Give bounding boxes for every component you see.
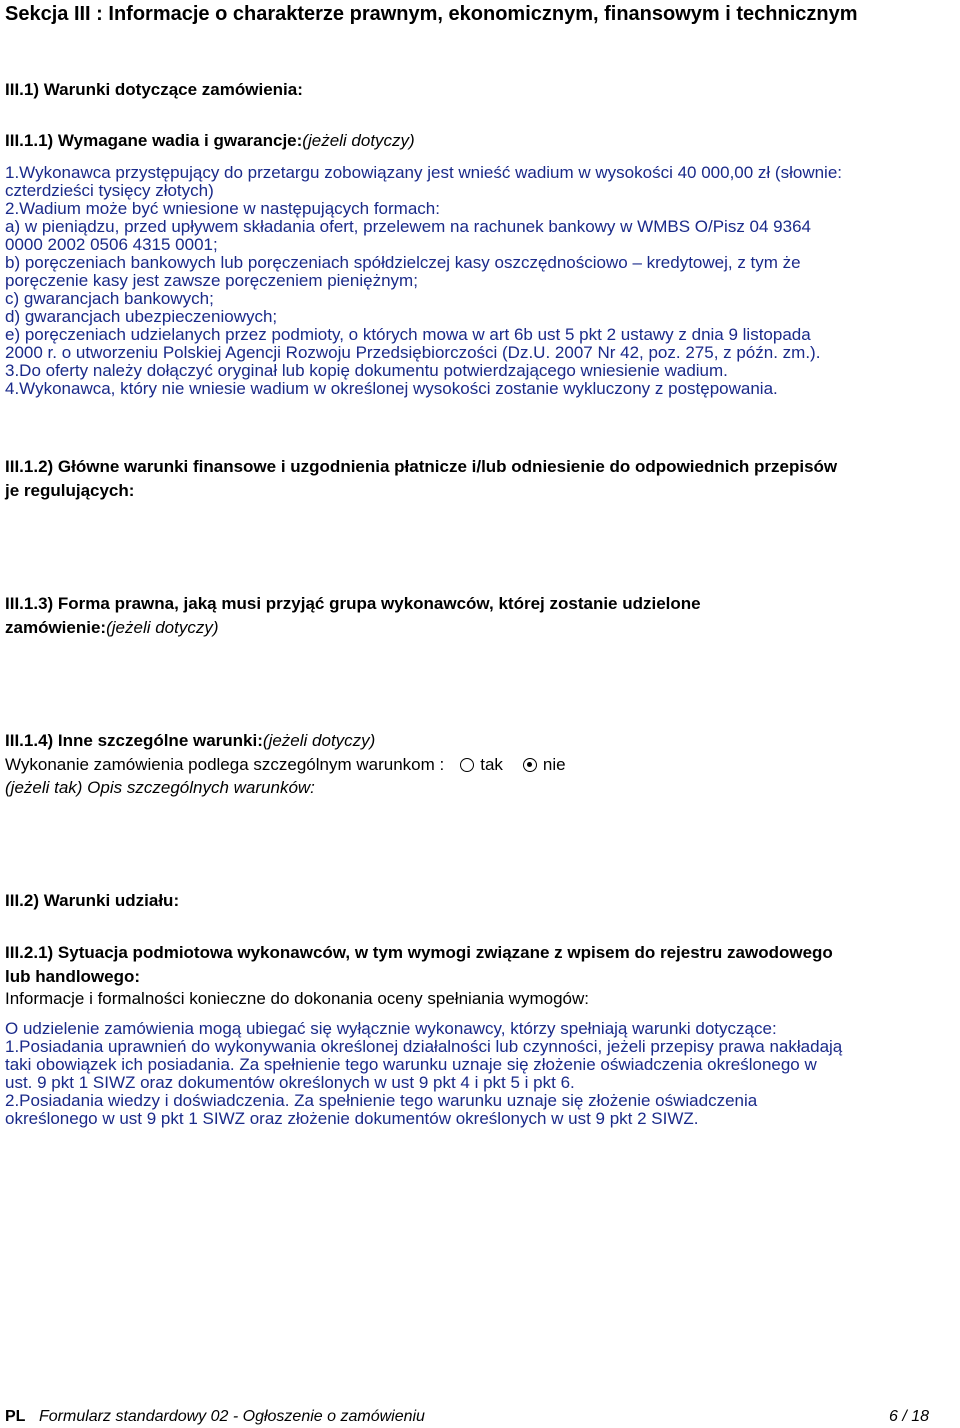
wadium-line: d) gwarancjach ubezpieczeniowych;	[5, 307, 278, 326]
radio-nie[interactable]	[523, 758, 537, 772]
heading-iii2: III.2) Warunki udziału:	[5, 891, 180, 910]
radio-tak[interactable]	[460, 758, 474, 772]
wadium-line: e) poręczeniach udzielanych przez podmioty, o których mowa w art 6b ust 5 pkt 2 ustawy z dnia 9 listopada	[5, 325, 811, 344]
footer-form-name: Formularz standardowy 02 - Ogłoszenie o zamówieniu	[39, 1408, 425, 1425]
radio-tak-label: tak	[480, 755, 503, 774]
wadium-line: czterdzieści tysięcy złotych)	[5, 181, 214, 200]
page-footer	[5, 1407, 929, 1427]
iii21-line: ust. 9 pkt 1 SIWZ oraz dokumentów określonych w ust 9 pkt 4 i pkt 5 i pkt 6.	[5, 1073, 575, 1092]
iii21-info: Informacje i formalności konieczne do dokonania oceny spełniania wymogów:	[5, 989, 589, 1008]
heading-iii21-line: lub handlowego:	[5, 967, 141, 986]
heading-iii1: III.1) Warunki dotyczące zamówienia:	[5, 80, 303, 99]
footer-page-number: 6 / 18	[888, 1408, 929, 1425]
heading-iii11-label: III.1.1) Wymagane wadia i gwarancje:	[5, 131, 303, 150]
wadium-line: 0000 2002 0506 4315 0001;	[5, 235, 218, 254]
heading-iii12-line: je regulujących:	[5, 481, 135, 500]
special-conditions-question: Wykonanie zamówienia podlega szczególnym warunkom :	[5, 755, 445, 774]
radio-nie-label: nie	[542, 755, 566, 774]
wadium-line: 2.Wadium może być wniesione w następujących formach:	[5, 199, 440, 218]
wadium-line: 4.Wykonawca, który nie wniesie wadium w określonej wysokości zostanie wykluczony z postępowania.	[5, 379, 778, 398]
heading-iii14	[5, 729, 952, 753]
heading-iii13	[5, 592, 952, 640]
heading-iii14-note: (jeżeli dotyczy)	[262, 731, 376, 750]
special-conditions-description-label: (jeżeli tak) Opis szczególnych warunków:	[5, 778, 315, 797]
wadium-line: b) poręczeniach bankowych lub poręczeniach spółdzielczej kasy oszczędnościowo – kredytowej, z tym że	[5, 253, 801, 272]
heading-iii21	[5, 941, 952, 989]
iii21-line: określonego w ust 9 pkt 1 SIWZ oraz złożenie dokumentów określonych w ust 9 pkt 2 SIWZ.	[5, 1109, 699, 1128]
special-conditions-row	[5, 754, 952, 776]
iii21-line: 1.Posiadania uprawnień do wykonywania określonej działalności lub czynności, jeżeli przepisy prawa nakładają	[5, 1037, 843, 1056]
wadium-line: a) w pieniądzu, przed upływem składania ofert, przelewem na rachunek bankowy w WMBS O/Pisz 04 9364	[5, 217, 811, 236]
wadium-line: 1.Wykonawca przystępujący do przetargu zobowiązany jest wnieść wadium w wysokości 40 000,00 zł (słownie:	[5, 163, 843, 182]
heading-iii11-note: (jeżeli dotyczy)	[302, 131, 415, 150]
heading-iii21-line: III.2.1) Sytuacja podmiotowa wykonawców, w tym wymogi związane z wpisem do rejestru zawodowego	[5, 943, 833, 962]
iii21-text	[5, 1020, 952, 1128]
footer-lang: PL	[5, 1408, 26, 1425]
wadium-line: c) gwarancjach bankowych;	[5, 289, 214, 308]
heading-iii13-note: (jeżeli dotyczy)	[106, 618, 219, 637]
section-title: Sekcja III : Informacje o charakterze prawnym, ekonomicznym, finansowym i technicznym	[5, 3, 858, 25]
heading-iii12-line: III.1.2) Główne warunki finansowe i uzgodnienia płatnicze i/lub odniesienie do odpowiednich przepisów	[5, 457, 838, 476]
heading-iii11	[5, 129, 952, 153]
wadium-line: 3.Do oferty należy dołączyć oryginał lub kopię dokumentu potwierdzającego wniesienie wadium.	[5, 361, 728, 380]
heading-iii12	[5, 455, 952, 503]
wadium-line: poręczenie kasy jest zawsze poręczeniem pieniężnym;	[5, 271, 418, 290]
heading-iii13-line: zamówienie:	[5, 618, 107, 637]
wadium-line: 2000 r. o utworzeniu Polskiej Agencji Rozwoju Przedsiębiorczości (Dz.U. 2007 Nr 42, poz. 275, z późn. zm.).	[5, 343, 821, 362]
iii21-line: taki obowiązek ich posiadania. Za spełnienie tego warunku uznaje się złożenie oświadczenia określonego w	[5, 1055, 817, 1074]
iii21-line: O udzielenie zamówienia mogą ubiegać się wyłącznie wykonawcy, którzy spełniają warunki dotyczące:	[5, 1019, 777, 1038]
heading-iii13-line: III.1.3) Forma prawna, jaką musi przyjąć grupa wykonawców, której zostanie udzielone	[5, 594, 701, 613]
iii21-line: 2.Posiadania wiedzy i doświadczenia. Za spełnienie tego warunku uznaje się złożenie oświadczenia	[5, 1091, 758, 1110]
heading-iii14-label: III.1.4) Inne szczególne warunki:	[5, 731, 263, 750]
wadium-text	[5, 164, 952, 398]
